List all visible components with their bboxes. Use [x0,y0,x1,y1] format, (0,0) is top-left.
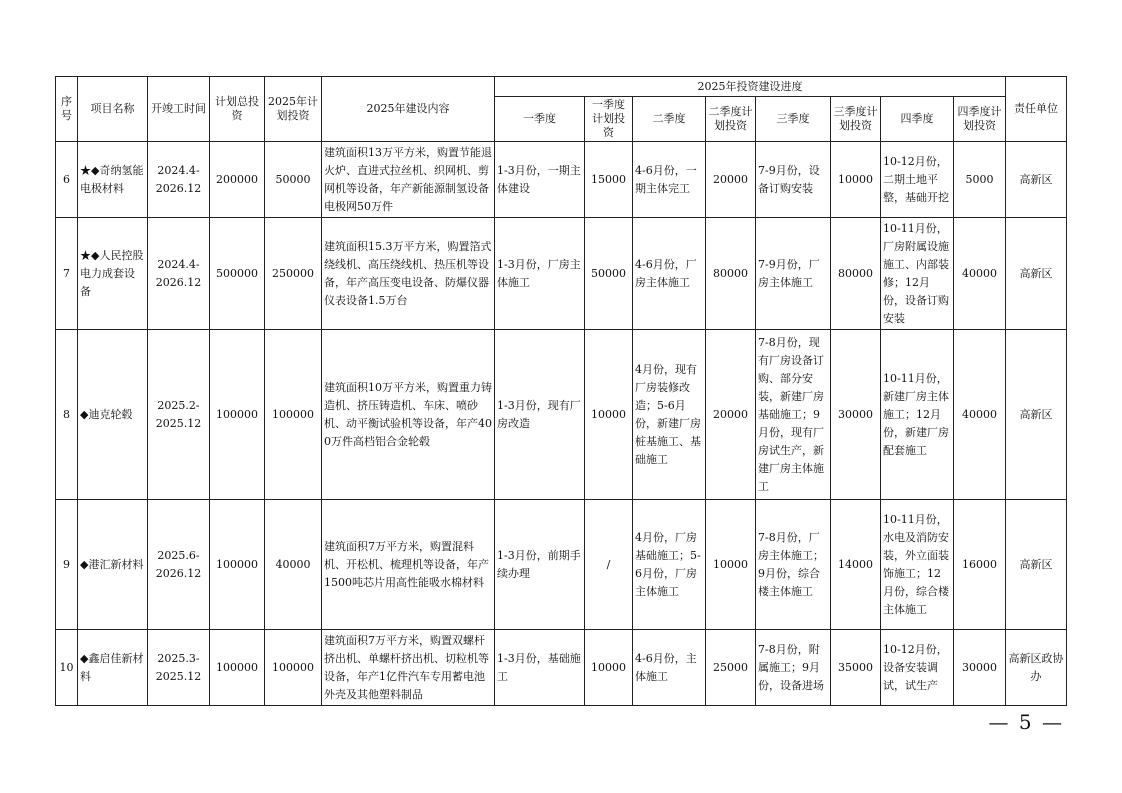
table-row [56,330,1067,500]
cell-period: 2024.4-2026.12 [148,218,210,330]
cell-total-invest: 100000 [210,630,265,706]
cell-name: ◆鑫启佳新材料 [78,630,148,706]
cell-q4-invest: 16000 [954,500,1006,630]
table-row [56,500,1067,630]
header-unit: 责任单位 [1006,77,1067,142]
cell-q2: 4月份，现有厂房装修改造；5-6月份，新建厂房桩基施工、基础施工 [633,330,706,500]
cell-q4: 10-11月份，新建厂房主体施工；12月份，新建厂房配套施工 [881,330,954,500]
cell-name: ★◆奇纳氢能电极材料 [78,142,148,218]
cell-q3: 7-9月份，设备订购安装 [756,142,831,218]
header-content: 2025年建设内容 [322,77,495,142]
cell-q3-invest: 30000 [831,330,881,500]
cell-q2: 4-6月份，主体施工 [633,630,706,706]
cell-q4: 10-11月份，水电及消防安装，外立面装饰施工；12月份，综合楼主体施工 [881,500,954,630]
cell-q1: 1-3月份，一期主体建设 [495,142,585,218]
cell-total-invest: 500000 [210,218,265,330]
cell-q4-invest: 5000 [954,142,1006,218]
cell-q4-invest: 30000 [954,630,1006,706]
cell-q1-invest: 50000 [585,218,633,330]
header-q4-invest: 四季度计划投资 [954,97,1006,142]
cell-q4: 10-11月份，厂房附属设施施工、内部装修；12月份，设备订购安装 [881,218,954,330]
cell-q2: 4-6月份，一期主体完工 [633,142,706,218]
header-q1: 一季度 [495,97,585,142]
cell-q4: 10-12月份，设备安装调试，试生产 [881,630,954,706]
cell-q1-invest: 10000 [585,330,633,500]
cell-period: 2025.6-2026.12 [148,500,210,630]
cell-q2: 4-6月份，厂房主体施工 [633,218,706,330]
header-seq: 序号 [56,77,78,142]
cell-seq: 7 [56,218,78,330]
cell-unit: 高新区 [1006,330,1067,500]
table-row [56,142,1067,218]
cell-q2-invest: 20000 [706,142,756,218]
header-name: 项目名称 [78,77,148,142]
cell-seq: 10 [56,630,78,706]
cell-q1: 1-3月份，基础施工 [495,630,585,706]
cell-content: 建筑面积13万平方米，购置节能退火炉、直进式拉丝机、织网机、剪网机等设备，年产新能源制氢设备电极网50万件 [322,142,495,218]
cell-total-invest: 200000 [210,142,265,218]
cell-unit: 高新区 [1006,218,1067,330]
cell-total-invest: 100000 [210,500,265,630]
cell-seq: 9 [56,500,78,630]
cell-q3-invest: 10000 [831,142,881,218]
cell-q2-invest: 20000 [706,330,756,500]
cell-plan-2025: 50000 [265,142,322,218]
cell-q1: 1-3月份，现有厂房改造 [495,330,585,500]
cell-unit: 高新区 [1006,142,1067,218]
cell-q2-invest: 80000 [706,218,756,330]
header-q2: 二季度 [633,97,706,142]
header-period: 开竣工时间 [148,77,210,142]
cell-period: 2025.3-2025.12 [148,630,210,706]
header-q3-invest: 三季度计划投资 [831,97,881,142]
cell-q1-invest: 10000 [585,630,633,706]
header-progress-group: 2025年投资建设进度 [495,77,1006,97]
investment-plan-table [55,76,1067,706]
table-row [56,218,1067,330]
cell-q1-invest: 15000 [585,142,633,218]
cell-unit: 高新区 [1006,500,1067,630]
header-total-invest: 计划总投资 [210,77,265,142]
cell-q2-invest: 10000 [706,500,756,630]
cell-q3-invest: 14000 [831,500,881,630]
cell-q3-invest: 35000 [831,630,881,706]
header-q4: 四季度 [881,97,954,142]
cell-name: ◆港汇新材料 [78,500,148,630]
cell-q1: 1-3月份，厂房主体施工 [495,218,585,330]
cell-total-invest: 100000 [210,330,265,500]
cell-content: 建筑面积15.3万平方米，购置箔式绕线机、高压绕线机、热压机等设备，年产高压变电设备、防爆仪器仪表设备1.5万台 [322,218,495,330]
header-plan-2025: 2025年计划投资 [265,77,322,142]
cell-plan-2025: 250000 [265,218,322,330]
cell-q3-invest: 80000 [831,218,881,330]
cell-seq: 6 [56,142,78,218]
header-q2-invest: 二季度计划投资 [706,97,756,142]
cell-seq: 8 [56,330,78,500]
cell-q3: 7-8月份，现有厂房设备订购、部分安装，新建厂房基础施工；9月份，现有厂房试生产，新建厂房主体施工 [756,330,831,500]
cell-name: ◆迪克轮毂 [78,330,148,500]
cell-q3: 7-8月份，厂房主体施工；9月份，综合楼主体施工 [756,500,831,630]
header-q3: 三季度 [756,97,831,142]
cell-content: 建筑面积7万平方米，购置双螺杆挤出机、单螺杆挤出机、切粒机等设备，年产1亿件汽车专用蓄电池外壳及其他塑料制品 [322,630,495,706]
table-row [56,630,1067,706]
cell-q4-invest: 40000 [954,218,1006,330]
cell-content: 建筑面积10万平方米，购置重力铸造机、挤压铸造机、车床、喷砂机、动平衡试验机等设备，年产400万件高档铝合金轮毂 [322,330,495,500]
cell-q3: 7-9月份，厂房主体施工 [756,218,831,330]
cell-q1: 1-3月份，前期手续办理 [495,500,585,630]
cell-name: ★◆人民控股电力成套设备 [78,218,148,330]
cell-content: 建筑面积7万平方米，购置混料机、开松机、梳理机等设备，年产1500吨芯片用高性能吸水棉材料 [322,500,495,630]
cell-q4: 10-12月份，二期土地平整，基础开挖 [881,142,954,218]
cell-unit: 高新区政协办 [1006,630,1067,706]
cell-period: 2025.2-2025.12 [148,330,210,500]
cell-q2-invest: 25000 [706,630,756,706]
cell-q4-invest: 40000 [954,330,1006,500]
cell-q3: 7-8月份，附属施工；9月份，设备进场 [756,630,831,706]
header-q1-invest: 一季度计划投资 [585,97,633,142]
cell-period: 2024.4-2026.12 [148,142,210,218]
cell-plan-2025: 40000 [265,500,322,630]
cell-plan-2025: 100000 [265,330,322,500]
cell-q1-invest: / [585,500,633,630]
page-number: — 5 — [988,710,1064,734]
cell-q2: 4月份，厂房基础施工；5-6月份，厂房主体施工 [633,500,706,630]
cell-plan-2025: 100000 [265,630,322,706]
